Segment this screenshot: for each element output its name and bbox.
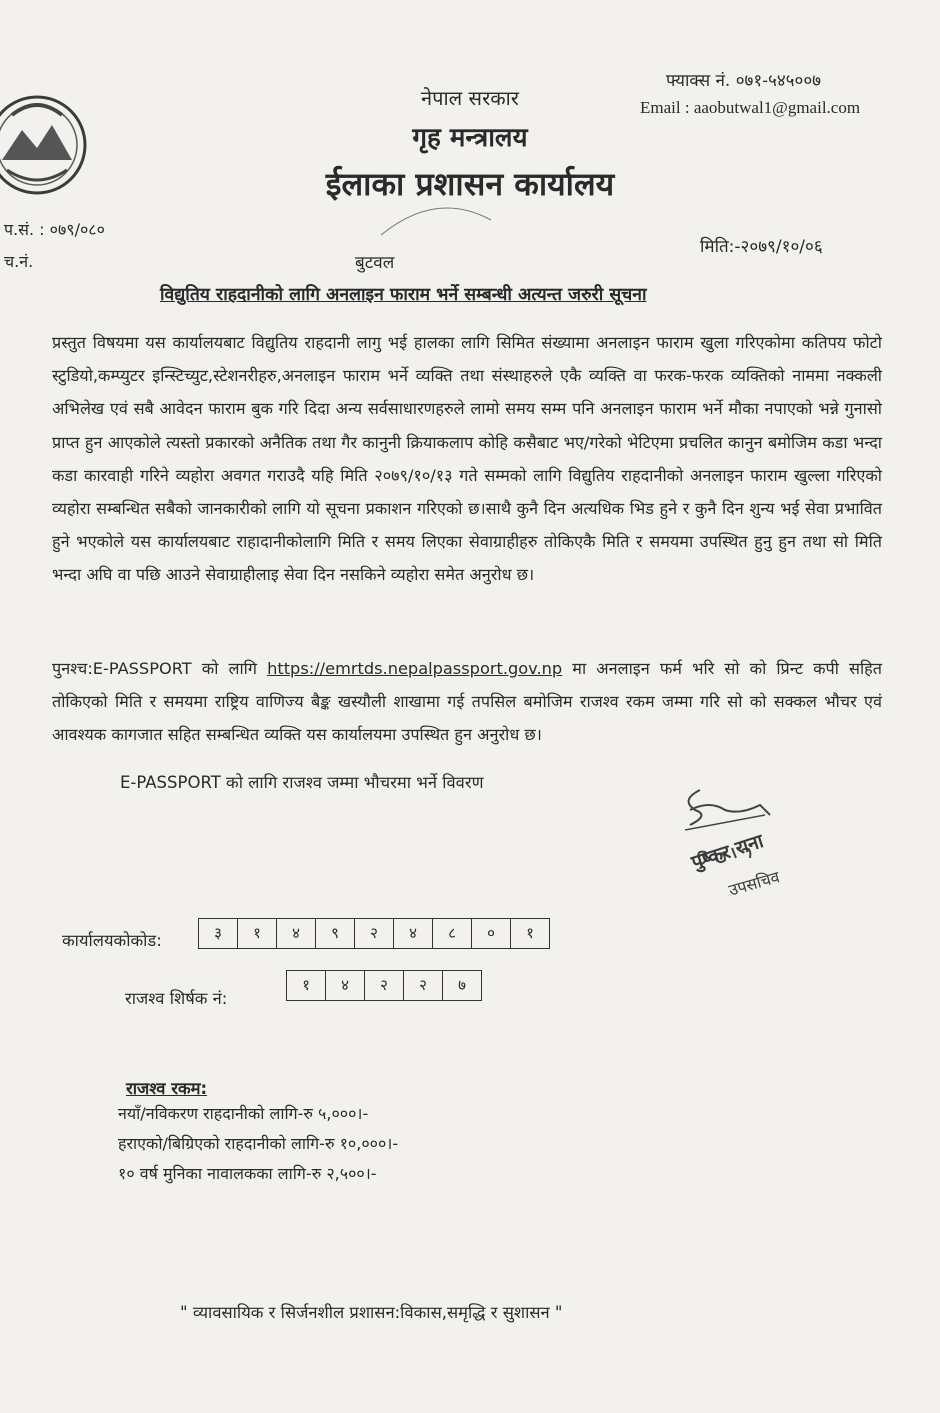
office-code-digit: ४ [277,919,316,948]
office-code-digit: ९ [316,919,355,948]
office-code-digit: ४ [394,919,433,948]
office-name: ईलाका प्रशासन कार्यालय [325,165,615,203]
fee-item: १० वर्ष मुनिका नावालकका लागि-रु २,५००।- [118,1164,377,1183]
reference-number: प.सं. : ०७९/०८० [4,220,105,239]
email-address: Email : aaobutwal1@gmail.com [640,98,861,117]
office-code-digit: ८ [433,919,472,948]
office-motto: " व्यावसायिक र सिर्जनशील प्रशासन:विकास,समृद्धि र सुशासन " [180,1303,563,1322]
office-code-digit: १ [526,924,534,942]
revenue-head-digit: २ [365,971,404,1000]
revenue-head-digit: २ [404,971,443,1000]
postscript-prefix: पुनश्च:E-PASSPORT को लागि [52,659,268,678]
office-code-boxes [198,918,550,949]
office-code-digit: ३ [199,919,238,948]
revenue-head-digit: १ [287,971,326,1000]
office-code-digit: १ [238,919,277,948]
office-code-digit: २ [355,919,394,948]
fee-heading: राजश्व रकम: [126,1079,208,1098]
revenue-head-digit: ४ [326,971,365,1000]
office-stamp-icon [376,190,496,240]
government-name: नेपाल सरकार [421,86,519,110]
dispatch-number: च.नं. [4,252,34,271]
postscript-suffix: मा अनलाइन फर्म भरि सो को प्रिन्ट कपी सहित तोकिएको मिति र समयमा राष्ट्रिय वाणिज्य बैङ्क खस्यौली शाखामा गई तपसिल बमोजिम राजश्व रकम जम्मा गरि सो को सक्कल भौचर एवं आवश्यक कागजात सहित सम्बन्धित व्यक्ति यस कार्यालयमा उपस्थित हुन अनुरोध छ। [52,659,882,744]
revenue-head-boxes [286,970,482,1001]
main-paragraph: प्रस्तुत विषयमा यस कार्यालयबाट विद्युतिय राहदानी लागु भई हालका लागि सिमित संख्यामा अनलाइन फाराम खुला गरिएकोमा कतिपय फोटो स्टुडियो,कम्प्युटर इन्स्टिच्युट,स्टेशनरीहरु,अनलाइन फाराम भर्ने व्यक्ति तथा संस्थाहरुले एकै व्यक्ति वा फरक-फरक व्यक्तिको नाममा नक्कली अभिलेख एवं सबै आवेदन फाराम बुक गरि दिदा अन्य सर्वसाधारणहरुले लामो समय सम्म पनि अनलाइन फाराम भर्ने मौका नपाएको भन्ने गुनासो प्राप्त हुन आएकोले त्यस्तो प्रकारको अनैतिक तथा गैर कानुनी क्रियाकलाप कोहि कसैबाट भए/गरेको भेटिएमा प्रचलित कानुन बमोजिम कडा भन्दा कडा कारवाही गरिने व्यहोरा अवगत गराउदै यहि मिति २०७९/१०/१३ गते सम्मको लागि विद्युतिय राहदानीको अनलाइन फाराम खुल्ला गरिएको व्यहोरा सम्बन्धित सबैको जानकारीको लागि यो सूचना प्रकाशन गरिएको छ।साथै कुनै दिन अत्यधिक भिड हुने र कुनै दिन शुन्य भई सेवा प्रभावित हुने भएकोले यस कार्यालयबाट राहादानीकोलागि मिति र समय लिएका सेवाग्राहीहरु तोकिएकै मिति र समयमा उपस्थित हुनु हुन तथा सो मिति भन्दा अघि वा पछि आउने सेवाग्राहीलाइ सेवा दिन नसकिने व्यहोरा समेत अनुरोध छ। [52,333,882,585]
fee-item: नयाँ/नविकरण राहदानीको लागि-रु ५,०००।- [118,1104,369,1123]
revenue-head-digit: ७ [458,976,466,994]
voucher-section-title: E-PASSPORT को लागि राजश्व जम्मा भौचरमा भर्ने विवरण [120,773,484,792]
fax-number: फ्याक्स नं. ०७१-५४५००७ [666,71,822,91]
passport-portal-link[interactable]: https://emrtds.nepalpassport.gov.np [267,659,563,678]
fee-item: हराएको/बिग्रिएको राहदानीको लागि-रु १०,०००।- [118,1134,399,1153]
office-code-digit: ० [472,919,511,948]
notice-subject: विद्युतिय राहदानीको लागि अनलाइन फाराम भर्ने सम्बन्धी अत्यन्त जरुरी सूचना [160,285,647,305]
signatory-designation: उपसचिव [726,867,782,900]
notice-date: मिति:-२०७९/१०/०६ [700,237,823,257]
signatory-name: पुष्कर राना [688,830,767,874]
postscript-paragraph [52,652,882,751]
ministry-name: गृह मन्त्रालय [412,123,528,153]
revenue-head-label: राजश्व शिर्षक नं: [125,989,228,1008]
office-code-label: कार्यालयकोकोड: [62,931,162,950]
office-city: बुटवल [355,253,395,273]
